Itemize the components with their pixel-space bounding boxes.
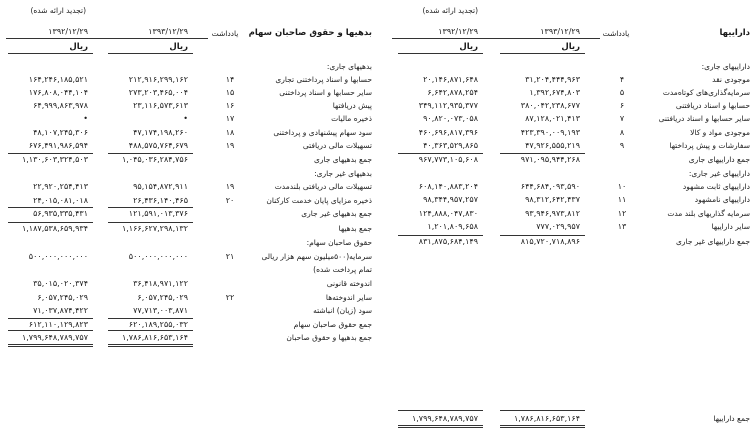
assets-row-label: داراییهای جاری:: [701, 62, 750, 71]
assets-col-title: داراییها: [719, 28, 750, 38]
assets-row-label: جمع داراییهای جاری: [688, 155, 750, 164]
liabilities-row-label: بدهیهای جاری:: [326, 62, 372, 71]
assets-row-value-1393: ۸۷,۱۲۸,۰۲۱,۴۱۳: [525, 114, 580, 123]
assets-row-value-1392: ۱,۲۰۱,۸۰۹,۶۵۸: [427, 222, 478, 231]
liabilities-row-value-1393: •: [183, 114, 188, 123]
assets-row-label: داراییهای نامشهود: [694, 195, 750, 204]
liabilities-row-label: ذخیره مزایای پایان خدمت کارکنان: [266, 196, 372, 205]
liabilities-note-col: یادداشت: [211, 29, 239, 38]
assets-note-col: یادداشت: [602, 29, 630, 38]
liabilities-row-label: تمام پرداخت شده): [313, 265, 372, 274]
assets-row-value-1393: ۴۷,۹۲۶,۵۵۵,۲۱۹: [525, 141, 580, 150]
assets-row-note: ۴: [619, 75, 625, 84]
assets-row-label: سایر داراییها: [711, 222, 750, 231]
liabilities-row-value-1393: ۴۷,۱۷۴,۱۹۸,۲۶۰: [133, 128, 188, 137]
liabilities-row-value-1393: ۵۰۰,۰۰۰,۰۰۰,۰۰۰: [128, 252, 188, 261]
liabilities-row-value-1392: ۷۱,۰۳۷,۸۷۴,۴۲۲: [33, 306, 88, 315]
assets-row-value-1393: ۳۱,۲۰۴,۴۴۴,۹۶۳: [525, 75, 580, 84]
assets-currency-rule-2: [398, 53, 483, 54]
liabilities-row-value-1393: ۷۷,۷۱۳,۰۰۳,۸۷۱: [133, 306, 188, 315]
liabilities-row-note: ۱۸: [225, 128, 235, 137]
assets-row-label: سرمایه گذاریهای بلند مدت: [667, 209, 750, 218]
liabilities-row-note: ۱۷: [225, 114, 235, 123]
assets-row-note: ۵: [619, 88, 625, 97]
liabilities-row-label: بدهیهای غیر جاری:: [314, 169, 372, 178]
liabilities-row-value-1392: ۶۷۶,۴۹۱,۹۸۶,۵۹۴: [28, 141, 88, 150]
assets-row-label: سایر حسابها و اسناد دریافتنی: [658, 114, 750, 123]
liabilities-row-label: سایر اندوخته‌ها: [325, 293, 372, 302]
liabilities-current-subtotal-rule-2: [8, 153, 93, 154]
assets-row-label: داراییهای غیر جاری:: [688, 169, 750, 178]
assets-total-label: جمع داراییها: [713, 414, 750, 423]
assets-row-note: ۱۰: [617, 182, 627, 191]
assets-currency1: ریال: [561, 42, 580, 52]
liabilities-row-value-1393: ۲۱۲,۹۱۶,۲۹۹,۱۶۲: [128, 75, 188, 84]
assets-row-value-1392: ۹۰,۸۲۰,۰۷۳,۰۵۸: [423, 114, 478, 123]
assets-row-note: ۱۲: [617, 209, 627, 218]
liabilities-col-title: بدهیها و حقوق صاحبان سهام: [248, 28, 372, 38]
assets-row-note: ۷: [619, 114, 625, 123]
liabilities-total-rule-2: [8, 222, 93, 223]
assets-year2: ۱۳۹۲/۱۲/۲۹: [438, 27, 478, 36]
liabilities-row-value-1393: ۱,۱۶۶,۶۲۷,۲۹۸,۱۳۲: [121, 224, 188, 233]
liabilities-row-label: اندوخته قانونی: [326, 279, 372, 288]
liabilities-currency2: ریال: [69, 42, 88, 52]
assets-row-value-1392: ۴۶۰,۶۹۶,۸۱۷,۳۹۶: [418, 128, 478, 137]
assets-current-subtotal-rule-1: [500, 153, 585, 154]
assets-row-label: جمع داراییهای غیر جاری: [676, 237, 750, 246]
liabilities-row-note: ۱۹: [225, 141, 235, 150]
liabilities-row-value-1392: ۴۸,۱۰۷,۲۴۵,۳۰۶: [33, 128, 88, 137]
liabilities-total-double-rule-2: [8, 344, 93, 347]
liabilities-equity-total-label: جمع بدهیها و حقوق صاحبان: [286, 333, 372, 342]
assets-total-top-rule-2: [398, 410, 483, 411]
liabilities-row-value-1392: ۱,۱۳۰,۶۰۳,۳۲۴,۵۰۳: [21, 155, 88, 164]
liabilities-currency-rule-1: [108, 53, 193, 54]
liabilities-row-label: سرمایه(۵۰۰میلیون سهم هزار ریالی: [261, 252, 372, 261]
assets-row-value-1393: ۸۱۵,۷۲۰,۷۱۸,۸۹۶: [520, 237, 580, 246]
liabilities-row-note: ۱۶: [225, 101, 235, 110]
liabilities-row-value-1392: ۱۶۴,۲۴۶,۱۸۵,۵۲۱: [28, 75, 88, 84]
liabilities-row-label: سود سهام پیشنهادی و پرداختنی: [273, 128, 372, 137]
assets-total-1393: ۱,۷۸۶,۸۱۶,۶۵۳,۱۶۴: [513, 414, 580, 423]
liabilities-row-label: تسهیلات مالی دریافتی: [302, 141, 372, 150]
assets-row-label: حسابها و اسناد دریافتنی: [675, 101, 750, 110]
assets-total-double-rule-1: [500, 425, 585, 428]
liabilities-row-value-1393: ۱,۰۴۵,۰۳۶,۲۸۴,۷۵۶: [121, 155, 188, 164]
liabilities-equity-total-1393: ۱,۷۸۶,۸۱۶,۶۵۳,۱۶۴: [121, 333, 188, 342]
liabilities-row-label: سود (زیان) انباشته: [313, 306, 372, 315]
liabilities-row-label: ذخیره مالیات: [331, 114, 372, 123]
liabilities-row-note: ۲۱: [225, 252, 235, 261]
liabilities-row-value-1392: ۶۴,۹۹۹,۸۶۳,۹۷۸: [33, 101, 88, 110]
assets-current-subtotal-rule-2: [398, 153, 483, 154]
liabilities-row-value-1392: ۶۱۲,۱۱۰,۱۲۹,۸۲۳: [28, 320, 88, 329]
assets-row-value-1392: ۹۶۷,۷۷۳,۱۰۵,۶۰۸: [418, 155, 478, 164]
liabilities-total-top-rule-1: [108, 330, 193, 331]
liabilities-row-label: جمع حقوق صاحبان سهام: [293, 320, 372, 329]
assets-total-1392: ۱,۷۹۹,۶۴۸,۷۸۹,۷۵۷: [411, 414, 478, 423]
assets-year1: ۱۳۹۳/۱۲/۲۹: [540, 27, 580, 36]
restated-label-right: (تجدید ارائه شده): [422, 6, 478, 15]
liabilities-header-rule: [6, 38, 208, 39]
liabilities-row-label: حقوق صاحبان سهام:: [306, 238, 372, 247]
assets-noncurrent-subtotal-rule-1: [500, 235, 585, 236]
liabilities-row-value-1392: ۲۲,۹۲۰,۲۵۴,۴۱۳: [33, 182, 88, 191]
assets-row-value-1393: ۱,۳۹۲,۶۷۴,۸۰۳: [529, 88, 580, 97]
liabilities-year2: ۱۳۹۲/۱۲/۲۹: [48, 27, 88, 36]
liabilities-total-rule-1: [108, 222, 193, 223]
liabilities-row-value-1392: ۶,۰۵۷,۲۴۵,۰۲۹: [37, 293, 88, 302]
liabilities-currency-rule-2: [8, 53, 93, 54]
assets-row-value-1392: ۲۰,۱۴۶,۸۷۱,۶۴۸: [423, 75, 478, 84]
liabilities-row-value-1392: ۵۶,۹۳۵,۳۳۵,۴۳۱: [33, 209, 88, 218]
liabilities-row-note: ۲۲: [225, 293, 235, 302]
assets-row-value-1393: ۹۷۱,۰۹۵,۹۴۴,۲۶۸: [520, 155, 580, 164]
liabilities-row-label: تسهیلات مالی دریافتی بلندمدت: [274, 182, 372, 191]
assets-row-note: ۸: [619, 128, 625, 137]
assets-row-value-1392: ۱۲۴,۸۸۸,۰۴۷,۸۳۰: [418, 209, 478, 218]
liabilities-row-label: جمع بدهیهای غیر جاری: [301, 209, 372, 218]
liabilities-current-subtotal-rule-1: [108, 153, 193, 154]
liabilities-equity-total-1392: ۱,۷۹۹,۶۴۸,۷۸۹,۷۵۷: [21, 333, 88, 342]
assets-row-note: ۶: [619, 101, 625, 110]
assets-row-value-1392: ۳۴۹,۱۱۲,۹۳۵,۳۷۷: [418, 101, 478, 110]
assets-row-label: موجودی مواد و کالا: [690, 128, 750, 137]
liabilities-row-value-1393: ۳۶,۴۱۸,۹۷۱,۱۲۲: [133, 279, 188, 288]
liabilities-row-value-1393: ۱۲۱,۵۹۱,۰۱۳,۳۷۶: [128, 209, 188, 218]
liabilities-currency1: ریال: [169, 42, 188, 52]
liabilities-row-value-1392: ۵۰۰,۰۰۰,۰۰۰,۰۰۰: [28, 252, 88, 261]
liabilities-row-note: ۱۹: [225, 182, 235, 191]
liabilities-row-label: جمع بدهیها: [338, 224, 372, 233]
assets-row-label: سرمایه‌گذاری‌های کوتاه‌مدت: [662, 88, 750, 97]
liabilities-row-value-1392: •: [83, 114, 88, 123]
assets-row-value-1393: ۹۳,۹۴۶,۹۷۳,۸۱۲: [525, 209, 580, 218]
liabilities-row-note: ۱۴: [225, 75, 235, 84]
liabilities-row-label: حسابها و اسناد پرداختنی تجاری: [275, 75, 372, 84]
liabilities-year1: ۱۳۹۳/۱۲/۲۹: [148, 27, 188, 36]
assets-row-value-1393: ۹۸,۳۱۲,۶۴۲,۴۳۷: [525, 195, 580, 204]
assets-row-label: موجودی نقد: [712, 75, 750, 84]
liabilities-row-value-1393: ۴۸۸,۵۷۵,۷۶۴,۶۷۹: [128, 141, 188, 150]
liabilities-total-top-rule-2: [8, 330, 93, 331]
liabilities-noncurrent-subtotal-rule-1: [108, 207, 193, 208]
assets-currency-rule-1: [500, 53, 585, 54]
assets-row-value-1393: ۴۲۳,۳۹۰,۰۰۹,۱۹۳: [520, 128, 580, 137]
liabilities-row-note: ۱۵: [225, 88, 235, 97]
assets-row-value-1392: ۴۰,۳۶۳,۵۲۹,۸۶۵: [423, 141, 478, 150]
assets-row-value-1393: ۷۷۷,۰۲۹,۹۵۷: [536, 222, 580, 231]
assets-total-top-rule-1: [500, 410, 585, 411]
assets-row-value-1392: ۶۰۸,۱۴۰,۸۸۳,۲۰۴: [418, 182, 478, 191]
liabilities-row-label: سایر حسابها و اسناد پرداختنی: [279, 88, 372, 97]
liabilities-row-label: پیش دریافتها: [332, 101, 372, 110]
assets-row-value-1393: ۳۸۰,۰۴۲,۲۳۸,۶۷۷: [520, 101, 580, 110]
assets-row-value-1392: ۶,۶۴۲,۸۷۸,۲۵۴: [427, 88, 478, 97]
assets-row-value-1392: ۹۸,۳۴۴,۹۵۷,۲۵۷: [423, 195, 478, 204]
liabilities-total-double-rule-1: [108, 344, 193, 347]
restated-label-left: (تجدید ارائه شده): [30, 6, 86, 15]
assets-row-label: سفارشات و پیش پرداختها: [669, 141, 750, 150]
liabilities-row-value-1393: ۹۵,۱۵۴,۸۷۲,۹۱۱: [133, 182, 188, 191]
liabilities-row-value-1393: ۶,۰۵۷,۲۴۵,۰۲۹: [137, 293, 188, 302]
liabilities-row-value-1392: ۱,۱۸۷,۵۳۸,۶۵۹,۹۳۴: [21, 224, 88, 233]
liabilities-row-label: جمع بدهیهای جاری: [313, 155, 372, 164]
liabilities-noncurrent-subtotal-rule-2: [8, 207, 93, 208]
assets-row-value-1392: ۸۳۱,۸۷۵,۶۸۴,۱۴۹: [418, 237, 478, 246]
liabilities-row-value-1393: ۲۷۳,۲۰۳,۴۶۵,۰۰۴: [128, 88, 188, 97]
assets-header-rule: [392, 38, 600, 39]
liabilities-row-value-1392: ۲۴,۰۱۵,۰۸۱,۰۱۸: [33, 196, 88, 205]
assets-row-note: ۱۱: [617, 195, 627, 204]
assets-row-note: ۱۳: [617, 222, 627, 231]
assets-row-label: داراییهای ثابت مشهود: [682, 182, 750, 191]
assets-row-value-1393: ۶۴۴,۶۸۴,۰۹۳,۵۹۰: [520, 182, 580, 191]
liabilities-row-value-1393: ۲۶,۴۳۶,۱۴۰,۴۶۵: [133, 196, 188, 205]
liabilities-row-value-1393: ۲۳,۱۱۶,۵۷۳,۶۱۳: [133, 101, 188, 110]
assets-total-double-rule-2: [398, 425, 483, 428]
equity-subtotal-rule-1: [108, 318, 193, 319]
assets-row-note: ۹: [619, 141, 625, 150]
liabilities-row-value-1392: ۳۵,۰۱۵,۰۲۰,۳۷۴: [33, 279, 88, 288]
liabilities-row-note: ۲۰: [225, 196, 235, 205]
equity-subtotal-rule-2: [8, 318, 93, 319]
assets-noncurrent-subtotal-rule-2: [398, 235, 483, 236]
assets-currency2: ریال: [459, 42, 478, 52]
liabilities-row-value-1392: ۱۷۶,۸۰۸,۰۴۴,۱۰۴: [28, 88, 88, 97]
liabilities-row-value-1393: ۶۲۰,۱۸۹,۲۵۵,۰۳۲: [128, 320, 188, 329]
